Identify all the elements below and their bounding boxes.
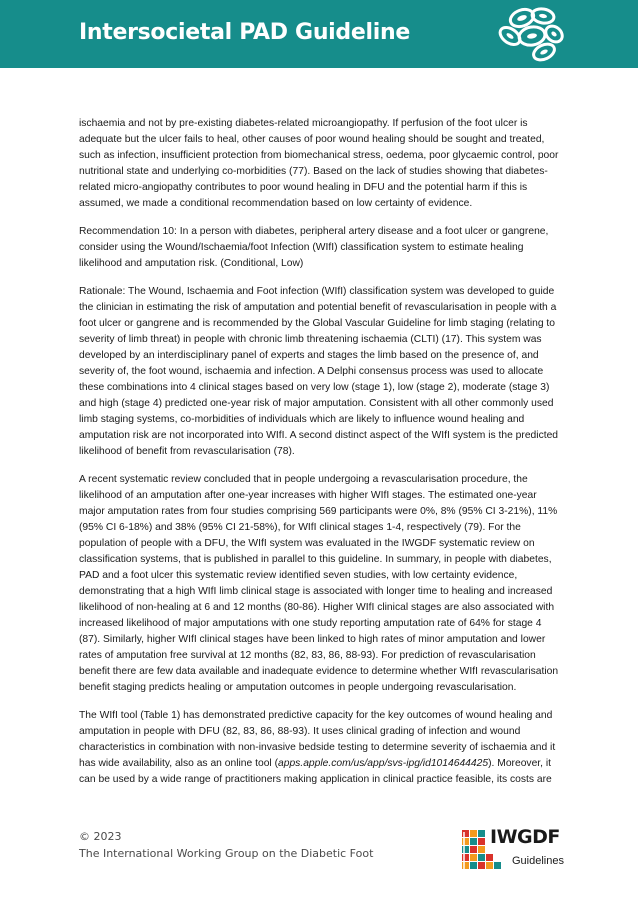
copyright: © 2023 <box>79 830 122 843</box>
brand-name: IWGDF <box>490 826 560 848</box>
iwgdf-logo <box>460 826 570 878</box>
paragraph-intro <box>79 116 563 212</box>
paragraph-text: ). Moreover, it can be used by a wide range of practitioners making application in clinical practice feasible, its costs are <box>79 758 552 785</box>
online-tool-link[interactable]: apps.apple.com/us/app/svs-ipg/id1014644425 <box>278 758 489 769</box>
paragraph-text: ischaemia and not by pre-existing diabetes-related microangiopathy. If perfusion of the foot ulcer is adequate but the ulcer fails to heal, other causes of poor wound healing should be sought and treated, such as infection, insufficient protection from biomechanical stress, oedema, poor glycaemic control, poor nutritional state and underlying co-morbidities (77). Based on the lack of studies showing that diabetes-related micro-angiopathy contributes to poor wound healing in DFU and the potential harm if this is assumed, we made a conditional recommendation based on low certainty of evidence. <box>79 118 559 209</box>
rationale <box>79 284 563 460</box>
recommendation-text: In a person with diabetes, peripheral artery disease and a foot ulcer or gangrene, consider using the Wound/Ischaemia/foot Infection (WIfI) classification system to estimate healing likelihood and amputation risk. (Conditional, Low) <box>79 226 549 269</box>
blood-cells-icon <box>496 6 566 62</box>
paragraph-text: A recent systematic review concluded that in people undergoing a revascularisation procedure, the likelihood of an amputation after one-year increases with higher WIfI stages. The estimated one-year major amputation rates from four studies comprising 569 participants were 0%, 8% (95% CI 3-21%), 11% (95% CI 6-18%) and 38% (95% CI 21-58%), for WIfI clinical stages 1-4, respectively (79). For the population of people with a DFU, the WIfI system was evaluated in the IWGDF systematic review on classification systems, that is published in parallel to this guideline. In summary, in people with diabetes, PAD and a foot ulcer this systematic review identified seven studies, with low certainty evidence, demonstrating that a high WIfI limb clinical stage is associated with longer time to healing and increased likelihood of non-healing at 6 and 12 months (80-86). Higher WIfI clinical stages are also associated with increased likelihood of major amputations with one study reporting amputation rate of 64% for stage 4 (87). Similarly, higher WIfI clinical stages have been linked to high rates of minor amputation and lower rates of amputation free survival at 12 months (82, 83, 86, 88-93). For prediction of revascularisation benefit there are few data available and inadequate evidence to determine whether WIfI revascularisation benefit staging predicts healing or amputation outcomes in people undergoing revascularisation. <box>79 474 559 693</box>
rationale-text: The Wound, Ischaemia and Foot infection (WIfI) classification system was developed to guide the clinician in estimating the risk of amputation and potential benefit of revascularisation in people with a foot ulcer or gangrene and is recommended by the Global Vascular Guideline for limb staging (relating to severity of limb threat) in people with chronic limb threatening ischaemia (CLTI) (17). This system was developed by an interdisciplinary panel of experts and stages the limb based on the presence of, and severity of, the foot wound, ischaemia and infection. A Delphi consensus process was used to allocate these combinations into 4 clinical stages based on very low (stage 1), low (stage 2), moderate (stage 3) and high (stage 4) predicted one-year risk of major amputation. Consistent with all other commonly used limb staging systems, co-morbidities of individuals which are likely to influence wound healing and amputation risk are not incorporated into WIfI. A second distinct aspect of the WIfI system is the predicted likelihood of benefit from revascularisation (78). <box>79 286 559 457</box>
paragraph-wifi-tool <box>79 708 563 788</box>
page-header <box>0 0 638 68</box>
recommendation-label: Recommendation 10: <box>79 226 177 237</box>
page-footer <box>79 828 373 862</box>
brand-subtitle: Guidelines <box>512 855 564 867</box>
paragraph-systematic-review <box>79 472 563 696</box>
rationale-label: Rationale: <box>79 286 126 297</box>
header-title: Intersocietal PAD Guideline <box>79 20 410 45</box>
organisation-name: The International Working Group on the Diabetic Foot <box>79 847 374 860</box>
recommendation-10 <box>79 224 563 272</box>
paragraph-text: The WIfI tool (Table 1) has demonstrated predictive capacity for the key outcomes of wound healing and amputation in people with DFU (82, 83, 86, 88-93). It uses clinical grading of infection and wound characteristics in combination with non-invasive bedside testing to determine severity of ischaemia and it has wide availability, also as an online tool ( <box>79 710 556 769</box>
body-text <box>79 116 563 800</box>
